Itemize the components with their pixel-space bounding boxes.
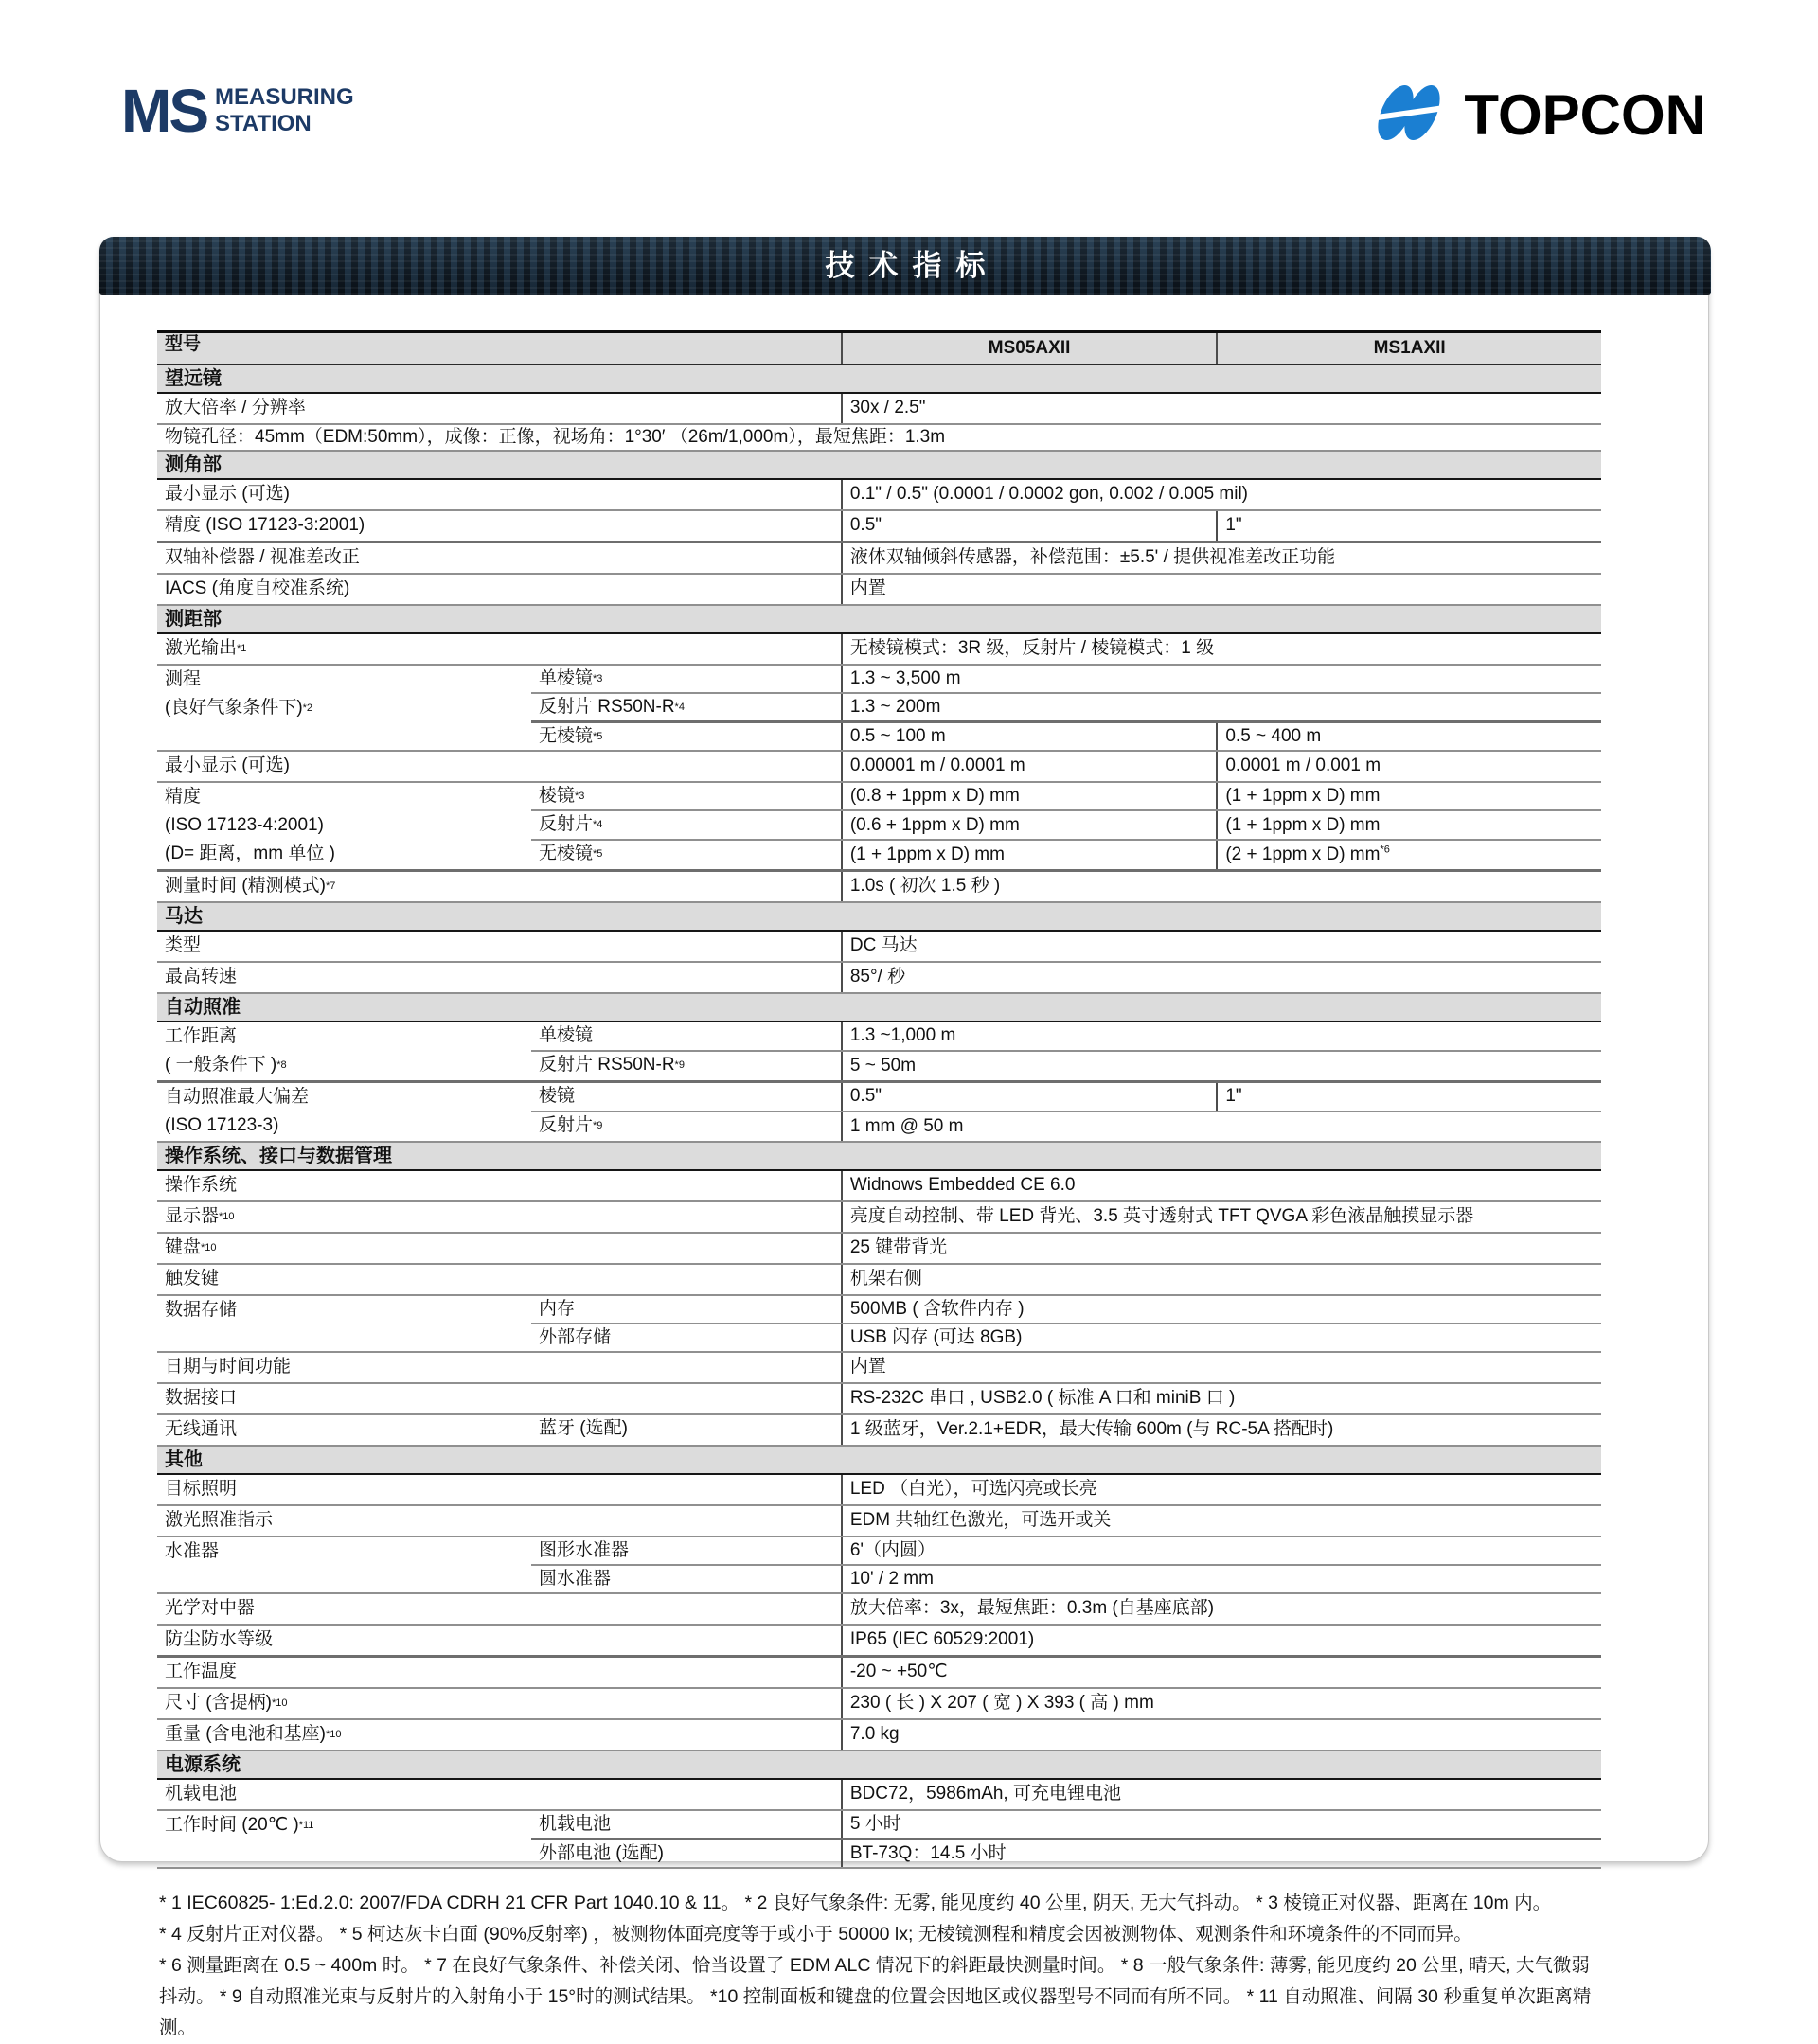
row-label	[157, 633, 842, 665]
table-row	[157, 665, 1601, 693]
row-label	[157, 1170, 842, 1201]
measuring-label: MEASURING	[215, 84, 354, 110]
section-row	[157, 1142, 1601, 1170]
footnote-line: * 4 反射片正对仪器。 * 5 柯达灰卡白面 (90%反射率) ，被测物体面亮度等于或小于 50000 lx; 无棱镜测程和精度会因被测物体、观测条件和环境条件的不同而异。	[159, 1923, 1472, 1945]
station-label: STATION	[215, 111, 312, 136]
row-sublabel-line: 内存	[538, 1298, 575, 1319]
table-row	[157, 870, 1601, 902]
row-label	[157, 393, 842, 424]
row-value: 0.5"	[842, 510, 1218, 542]
row-sublabel-line: 反射片 RS50N-R *4	[538, 696, 685, 717]
row-label-line: IACS (角度自校准系统)	[165, 578, 350, 598]
row-label	[157, 1383, 842, 1414]
row-sublabel-line: 棱镜	[538, 1085, 575, 1106]
footnotes	[159, 1888, 1606, 2044]
row-sublabel-line: 单棱镜 *3	[538, 667, 603, 688]
row-label	[157, 1081, 531, 1142]
row-value: USB 闪存 (可达 8GB)	[842, 1324, 1601, 1352]
spec-table-body	[157, 332, 1601, 1868]
row-sublabel-line: 无棱镜 *5	[538, 725, 603, 746]
row-label-line: 测程	[165, 668, 202, 689]
model-column-label: 型号	[157, 332, 842, 364]
row-label-line: 重量 (含电池和基座) *10	[165, 1723, 342, 1744]
table-row	[157, 1352, 1601, 1383]
row-label-line: 光学对中器	[165, 1597, 256, 1618]
row-value: BT-73Q：14.5 小时	[842, 1839, 1601, 1868]
row-value: (1 + 1ppm x D) mm	[1217, 810, 1601, 840]
row-sublabel	[531, 1839, 842, 1868]
row-sublabel	[531, 1081, 842, 1111]
row-value: (1 + 1ppm x D) mm	[1217, 782, 1601, 811]
row-label-line: 机载电池	[165, 1783, 238, 1804]
row-value: 6'（内圆）	[842, 1537, 1601, 1565]
section-header: 望远镜	[157, 364, 1601, 393]
row-label	[157, 665, 531, 751]
section-header: 电源系统	[157, 1751, 1601, 1779]
row-value: 1 mm @ 50 m	[842, 1111, 1601, 1142]
row-value: EDM 共轴红色激光，可选开或关	[842, 1505, 1601, 1537]
row-label	[157, 1810, 531, 1868]
row-label-line: 尺寸 (含提柄) *10	[165, 1692, 288, 1713]
section-row	[157, 902, 1601, 931]
row-label	[157, 479, 842, 510]
row-sublabel	[531, 1051, 842, 1081]
row-value: 机架右侧	[842, 1264, 1601, 1295]
ms-logo	[121, 77, 354, 145]
row-value: (1 + 1ppm x D) mm	[842, 840, 1218, 870]
row-value: 0.0001 m / 0.001 m	[1217, 751, 1601, 782]
row-sublabel-line: 机载电池	[538, 1813, 611, 1834]
row-label	[157, 1537, 531, 1593]
row-value: 亮度自动控制、带 LED 背光、3.5 英寸透射式 TFT QVGA 彩色液晶触摸显示器	[842, 1201, 1601, 1233]
spec-card	[99, 237, 1709, 2038]
row-sublabel	[531, 810, 842, 840]
row-value: Widnows Embedded CE 6.0	[842, 1170, 1601, 1201]
row-label-line: 日期与时间功能	[165, 1356, 292, 1377]
row-value: 0.5"	[842, 1081, 1218, 1111]
row-label	[157, 782, 531, 871]
table-row	[157, 1201, 1601, 1233]
row-value: 25 键带背光	[842, 1233, 1601, 1264]
section-row	[157, 451, 1601, 479]
row-label	[157, 751, 842, 782]
row-label-line: 工作时间 (20℃ ) *11	[165, 1814, 314, 1835]
section-row	[157, 993, 1601, 1022]
row-label	[157, 1264, 842, 1295]
row-label-line: (D= 距离，mm 单位 )	[165, 843, 335, 863]
row-label-line: 水准器	[165, 1540, 220, 1561]
section-row	[157, 605, 1601, 633]
row-value: BDC72，5986mAh, 可充电锂电池	[842, 1779, 1601, 1810]
row-label-line: 最小显示 (可选)	[165, 755, 290, 775]
table-row	[157, 1505, 1601, 1537]
table-row	[157, 1295, 1601, 1324]
table-row	[157, 1810, 1601, 1840]
row-label-line: (良好气象条件下) *2	[165, 697, 313, 718]
row-value: 1.3 ~ 200m	[842, 693, 1601, 722]
row-label	[157, 1779, 842, 1810]
row-value: 1.3 ~ 3,500 m	[842, 665, 1601, 693]
row-value: 10' / 2 mm	[842, 1565, 1601, 1593]
row-label-line: 精度 (ISO 17123-3:2001)	[165, 514, 365, 535]
model-name: MS05AXII	[842, 332, 1218, 364]
section-header: 其他	[157, 1446, 1601, 1474]
row-sublabel-line: 外部存储	[538, 1326, 611, 1347]
row-label-line: 双轴补偿器 / 视准差改正	[165, 546, 360, 567]
row-label-line: 目标照明	[165, 1478, 238, 1499]
row-sublabel-line: 圆水准器	[538, 1568, 611, 1589]
row-sublabel	[531, 1414, 842, 1446]
row-value: 内置	[842, 574, 1601, 605]
topcon-mark-icon	[1362, 81, 1460, 149]
row-label	[157, 542, 842, 574]
table-row	[157, 931, 1601, 962]
row-label	[157, 1719, 842, 1751]
table-row	[157, 1688, 1601, 1719]
row-value: LED （白光），可选闪亮或长亮	[842, 1474, 1601, 1505]
row-label	[157, 1295, 531, 1352]
table-row	[157, 1170, 1601, 1201]
row-label-line: 无线通讯	[165, 1418, 238, 1439]
section-header: 测角部	[157, 451, 1601, 479]
row-value: 0.00001 m / 0.0001 m	[842, 751, 1218, 782]
row-sublabel-line: 反射片 *9	[538, 1115, 603, 1135]
row-sublabel	[531, 782, 842, 811]
row-label	[157, 1233, 842, 1264]
row-label-line: 放大倍率 / 分辨率	[165, 397, 306, 418]
row-value: 500MB ( 含软件内存 )	[842, 1295, 1601, 1324]
row-label-line: 最小显示 (可选)	[165, 483, 290, 504]
section-header: 马达	[157, 902, 1601, 931]
row-label	[157, 510, 842, 542]
page-title: 技术指标	[825, 249, 1000, 282]
row-label	[157, 1414, 531, 1446]
row-value: 1"	[1217, 510, 1601, 542]
table-row	[157, 751, 1601, 782]
row-value: IP65 (IEC 60529:2001)	[842, 1625, 1601, 1657]
row-value: 7.0 kg	[842, 1719, 1601, 1751]
row-value: 1.0s ( 初次 1.5 秒 )	[842, 870, 1601, 902]
row-sublabel	[531, 665, 842, 693]
row-label-line: 精度	[165, 786, 202, 807]
row-sublabel-line: 单棱镜	[538, 1024, 593, 1045]
table-row	[157, 1264, 1601, 1295]
row-value: 1 级蓝牙，Ver.2.1+EDR，最大传输 600m (与 RC-5A 搭配时)	[842, 1414, 1601, 1446]
row-label-line: 工作距离	[165, 1025, 238, 1046]
row-label-line: 最高转速	[165, 966, 238, 986]
row-sublabel	[531, 721, 842, 751]
row-sublabel-line: 无棱镜 *5	[538, 844, 603, 864]
model-name: MS1AXII	[1217, 332, 1601, 364]
row-value: (0.6 + 1ppm x D) mm	[842, 810, 1218, 840]
row-sublabel	[531, 840, 842, 870]
row-value: (2 + 1ppm x D) $mm^{*6}$	[1217, 840, 1601, 870]
row-label-line: 键盘 *10	[165, 1236, 217, 1257]
row-sublabel-line: 反射片 RS50N-R *9	[538, 1054, 685, 1075]
table-row	[157, 1474, 1601, 1505]
row-label	[157, 1656, 842, 1688]
row-value: 1.3 ~1,000 m	[842, 1022, 1601, 1051]
row-value: 放大倍率：3x，最短焦距：0.3m (自基座底部)	[842, 1593, 1601, 1625]
row-value: 230 ( 长 ) X 207 ( 宽 ) X 393 ( 高 ) mm	[842, 1688, 1601, 1719]
row-label	[157, 1593, 842, 1625]
row-value: 85°/ 秒	[842, 962, 1601, 993]
row-label-line: 触发键	[165, 1268, 220, 1289]
row-sublabel	[531, 1810, 842, 1840]
table-row	[157, 1537, 1601, 1565]
section-row	[157, 1751, 1601, 1779]
table-row	[157, 479, 1601, 510]
section-header: 操作系统、接口与数据管理	[157, 1142, 1601, 1170]
measuring-station-label	[215, 84, 354, 137]
topcon-logo	[1362, 81, 1706, 149]
row-sublabel-line: 反射片 *4	[538, 814, 603, 835]
section-row	[157, 1446, 1601, 1474]
table-row	[157, 1081, 1601, 1111]
table-row	[157, 510, 1601, 542]
row-value: 0.1" / 0.5" (0.0001 / 0.0002 gon, 0.002 / 0.005 mil)	[842, 479, 1601, 510]
table-row	[157, 1022, 1601, 1051]
ms-logo-text: MS	[121, 77, 206, 145]
row-sublabel	[531, 1295, 842, 1324]
topcon-wordmark: TOPCON	[1464, 82, 1706, 147]
spec-table	[157, 330, 1601, 1869]
table-row	[157, 1233, 1601, 1264]
row-sublabel	[531, 1111, 842, 1142]
row-sublabel-line: 外部电池 (选配)	[538, 1842, 664, 1863]
full-span-value: 物镜孔径：45mm（EDM:50mm），成像：正像，视场角：1°30′ （26m/1,000m），最短焦距：1.3m	[157, 424, 1601, 451]
row-label-line: 激光输出 *1	[165, 637, 247, 658]
row-label	[157, 1352, 842, 1383]
table-row	[157, 393, 1601, 424]
row-label-line: 类型	[165, 934, 202, 955]
section-header: 自动照准	[157, 993, 1601, 1022]
row-sublabel	[531, 1022, 842, 1051]
row-label-line: 激光照准指示	[165, 1509, 274, 1530]
row-label	[157, 1505, 842, 1537]
row-sublabel	[531, 1565, 842, 1593]
row-value: 5 小时	[842, 1810, 1601, 1840]
row-value: 无棱镜模式：3R 级，反射片 / 棱镜模式：1 级	[842, 633, 1601, 665]
row-label-line: 操作系统	[165, 1174, 238, 1195]
row-label	[157, 870, 842, 902]
row-value: 0.5 ~ 400 m	[1217, 721, 1601, 751]
row-label-line: 防尘防水等级	[165, 1628, 274, 1649]
table-row	[157, 1414, 1601, 1446]
row-value: 5 ~ 50m	[842, 1051, 1601, 1081]
section-row	[157, 364, 1601, 393]
table-row	[157, 1779, 1601, 1810]
table-row	[157, 1656, 1601, 1688]
table-row	[157, 542, 1601, 574]
model-header-row	[157, 332, 1601, 364]
row-label-line: 数据接口	[165, 1387, 238, 1408]
row-label	[157, 1022, 531, 1082]
row-label-line: 测量时间 (精测模式) *7	[165, 875, 336, 896]
table-row	[157, 962, 1601, 993]
row-value: -20 ~ +50℃	[842, 1656, 1601, 1688]
row-label	[157, 931, 842, 962]
table-row	[157, 633, 1601, 665]
row-sublabel	[531, 1537, 842, 1565]
row-sublabel	[531, 1324, 842, 1352]
row-label-line: 自动照准最大偏差	[165, 1086, 310, 1107]
row-label	[157, 1201, 842, 1233]
row-value: 液体双轴倾斜传感器，补偿范围：±5.5' / 提供视准差改正功能	[842, 542, 1601, 574]
table-row	[157, 1719, 1601, 1751]
table-row	[157, 424, 1601, 451]
row-value: 0.5 ~ 100 m	[842, 721, 1218, 751]
row-label	[157, 574, 842, 605]
table-row	[157, 1383, 1601, 1414]
section-header: 测距部	[157, 605, 1601, 633]
row-label-line: 显示器 *10	[165, 1205, 235, 1226]
row-sublabel-line: 图形水准器	[538, 1539, 629, 1560]
row-sublabel	[531, 693, 842, 722]
row-label-line: (ISO 17123-4:2001)	[165, 814, 324, 835]
row-value: (0.8 + 1ppm x D) mm	[842, 782, 1218, 811]
table-row	[157, 1593, 1601, 1625]
row-label-line: (ISO 17123-3)	[165, 1114, 279, 1135]
row-label-line: ( 一般条件下 ) *8	[165, 1054, 287, 1075]
row-label-line: 工作温度	[165, 1661, 238, 1681]
table-row	[157, 1625, 1601, 1657]
row-value: RS-232C 串口 , USB2.0 ( 标准 A 口和 miniB 口 )	[842, 1383, 1601, 1414]
row-value: 30x / 2.5"	[842, 393, 1601, 424]
row-label	[157, 962, 842, 993]
table-row	[157, 574, 1601, 605]
row-sublabel-line: 棱镜 *3	[538, 785, 585, 806]
row-value: DC 马达	[842, 931, 1601, 962]
table-row	[157, 782, 1601, 811]
row-value: 内置	[842, 1352, 1601, 1383]
footnote-line: * 1 IEC60825- 1:Ed.2.0: 2007/FDA CDRH 21 CFR Part 1040.10 & 11。 * 2 良好气象条件: 无雾, 能见度约 40 公里, 阴天, 无大气抖动。 * 3 棱镜正对仪器、距离在 10m 内。	[159, 1892, 1552, 1913]
row-label-line: 数据存储	[165, 1299, 238, 1320]
row-label	[157, 1625, 842, 1657]
row-label	[157, 1474, 842, 1505]
row-sublabel-line: 蓝牙 (选配)	[538, 1417, 628, 1438]
row-value: 1"	[1217, 1081, 1601, 1111]
row-label	[157, 1688, 842, 1719]
footnote-line: * 6 测量距离在 0.5 ~ 400m 时。 * 7 在良好气象条件、补偿关闭、恰当设置了 EDM ALC 情况下的斜距最快测量时间。 * 8 一般气象条件: 薄雾, 能见度约 20 公里, 晴天, 大气微弱抖动。 * 9 自动照准光束与反射片的入射角小于 15°时的测试结果。 *10 控制面板和键盘的位置会因地区或仪器型号不同而有所不同。 * 11 自动照准、间隔 30 秒重复单次距离精测。	[159, 1954, 1592, 2038]
title-bar	[99, 237, 1711, 295]
